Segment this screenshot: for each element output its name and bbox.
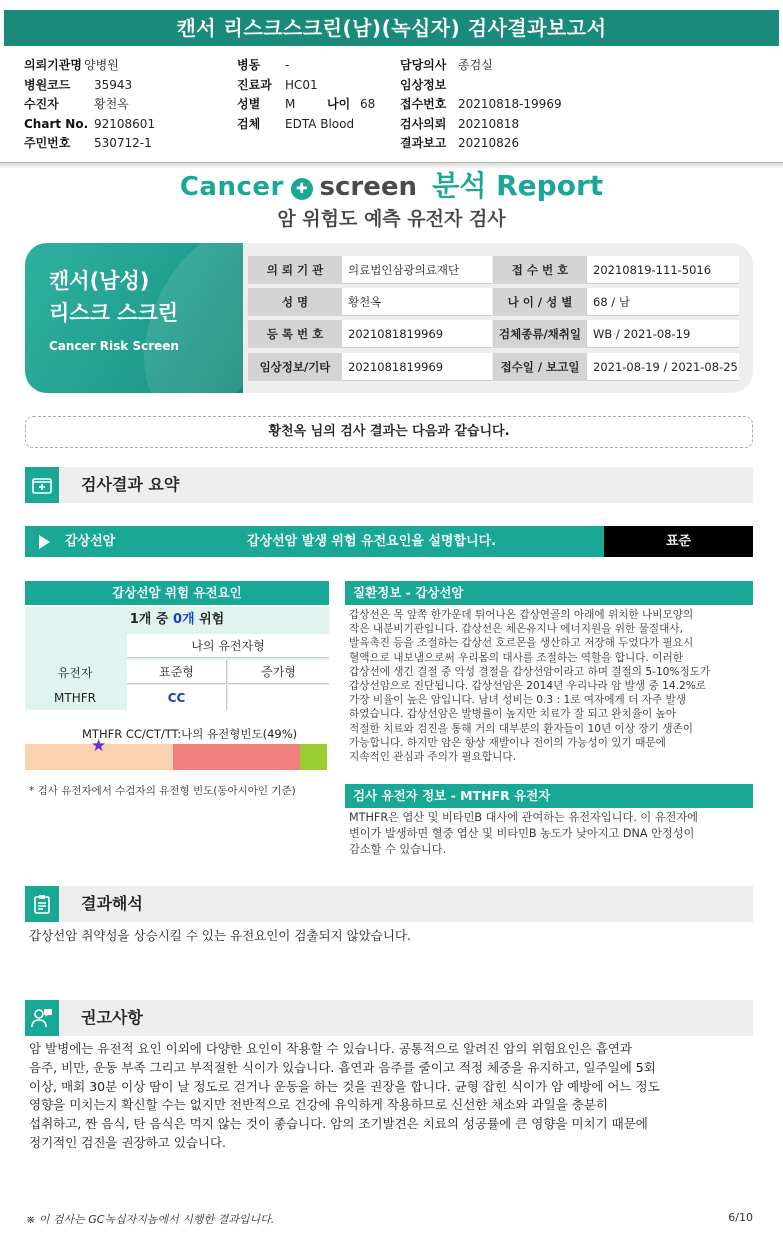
info-label: 나 이 / 성 별 [493,288,587,316]
product-card [25,243,243,393]
interpretation-text: 갑상선암 취약성을 상승시킬 수 있는 유전요인이 검출되지 않았습니다. [29,928,411,943]
frequency-segment-ct [173,744,300,770]
text-line: 감소할 수 있습니다. [349,843,447,856]
cancer-name-area [25,526,604,557]
frequency-footnote: * 검사 유전자에서 수검자의 유전형 빈도(동아시아인 기준) [29,785,296,797]
info-value: 2021-08-19 / 2021-08-25 [587,353,739,381]
info-label: 접수일 / 보고일 [493,353,587,381]
frequency-label: MTHFR CC/CT/TT:나의 유전형빈도(49%) [82,727,298,741]
text-line: 갑상선은 목 앞쪽 한가운데 튀어나온 갑상연골의 아래에 위치한 나비모양의 [349,609,694,621]
meta-col-1 [24,56,155,154]
risk-level-badge: 표준 [604,526,753,557]
text-line: 이상, 매회 30분 이상 땀이 날 정도로 걷거나 운동을 하는 것을 권장을 합니다. 균형 잡힌 식이가 암 예방에 어느 정도 [29,1078,660,1094]
meta-value: 530712-1 [94,136,152,150]
info-value: 황천옥 [342,288,492,316]
result-message: 황천옥 님의 검사 결과는 다음과 같습니다. [25,416,753,448]
footer-note: ※ 이 검사는 GC녹십자지놈에서 시행한 결과입니다. [26,1213,275,1226]
info-value: 2021081819969 [342,353,492,381]
risk-count [25,607,329,633]
section-summary [25,467,753,503]
text-line: 영향을 미치는지 확신할 수는 없지만 전반적으로 건강에 유익하게 작용하므로 신선한 채소와 과일을 충분히 [29,1097,608,1113]
doctor-icon [25,1000,59,1036]
text-line: 갑상선에 생긴 결절 중 악성 결절을 갑상선암이라고 하며 결절의 5-10%정도가 [349,665,711,678]
cancer-name: 갑상선암 [65,534,116,549]
text-line: 갑상선암으로 진단됩니다. 갑상선암은 2014년 우리나라 암 발생 중 14.2%로 [349,680,706,693]
info-label: 등 록 번 호 [248,320,342,348]
frequency-segment-tt [300,744,327,770]
text-line: 가능합니다. 하지만 암은 항상 재발이나 전이의 가능성이 있기 때문에 [349,736,666,749]
meta-label: Chart No. [24,116,89,131]
meta-label: 결과보고 [400,136,447,150]
meta-col-2 [237,56,375,134]
risk-count-suffix: 위험 [199,612,225,627]
star-marker-icon: ★ [91,736,107,756]
section-title: 권고사항 [81,1008,143,1027]
brand-logo [0,164,783,200]
increased-type-value [228,685,329,710]
brand-report: 분석 Report [432,169,604,202]
text-line: 혈액으로 내보냄으로써 우리몸의 대사를 조절하는 역할을 합니다. 이러한 [349,651,683,664]
ribbon-icon: ✚ [291,178,313,200]
meta-value: 20210826 [458,136,520,150]
cancer-description: 갑상선암 발생 위험 유전요인을 설명합니다. [247,534,497,549]
meta-label: 담당의사 [400,58,447,72]
section-title: 결과해석 [81,894,143,913]
cancer-risk-bar [25,526,753,557]
age-label: 나이 [327,97,351,111]
risk-table-header: 갑상선암 위험 유전요인 [25,581,329,605]
meta-value: 종검실 [458,58,493,72]
meta-label: 병원코드 [24,77,71,92]
section-recommendation [25,1000,753,1036]
info-value: 2021081819969 [342,320,492,348]
increased-type-header: 증가형 [228,660,329,684]
info-value: 20210819-111-5016 [587,256,739,284]
meta-value: - [285,58,290,72]
standard-type-value: CC [127,685,227,710]
info-row [248,288,739,316]
meta-value: 황천옥 [94,97,129,111]
text-line: 음주, 비만, 운동 부족 그리고 부적절한 식이가 있습니다. 흡연과 음주를 줄이고 적정 체중을 유지하고, 일주일에 5회 [29,1059,656,1075]
meta-label: 검체 [237,116,261,131]
disease-info-header: 질환정보 - 갑상선암 [345,581,753,605]
text-line: 정기적인 검진을 권장하고 있습니다. [29,1134,227,1150]
gene-column-header: 유전자 [57,665,93,680]
meta-value: 35943 [94,77,133,92]
brand-cancer: Cancer [179,172,284,202]
page-number: 6/10 [728,1211,753,1224]
text-line: 변이가 발생하면 혈중 엽산 및 비타민B 농도가 낮아지고 DNA 안정성이 [349,827,695,840]
gene-info-header: 검사 유전자 정보 - MTHFR 유전자 [345,784,753,808]
meta-value: HC01 [285,77,318,92]
meta-label: 병동 [237,58,261,72]
meta-value: 92108601 [94,116,156,131]
info-value: 68 / 남 [587,288,739,316]
meta-label: 수진자 [24,97,59,111]
section-title: 검사결과 요약 [81,475,180,494]
meta-label: 진료과 [237,77,272,92]
meta-value: EDTA Blood [285,116,355,131]
info-row [248,320,739,348]
meta-value: M [285,97,296,111]
play-triangle-icon [39,535,50,549]
risk-count-value: 0개 [172,612,195,627]
card-english-title: Cancer Risk Screen [49,339,179,353]
info-row [248,256,739,284]
section-interpretation [25,886,753,922]
clipboard-icon [25,886,59,922]
info-label: 검체종류/채취일 [493,320,587,348]
risk-count-prefix: 1개 중 [129,612,169,627]
gene-info-text [349,810,751,858]
text-line: 발육촉진 등을 조절하는 갑상선 호르몬을 생산하고 저장해 두었다가 필요시 [349,637,694,650]
meta-value: 20210818-19969 [458,97,562,111]
text-line: 지속적인 관심과 주의가 필요합니다. [349,751,516,764]
info-label: 임상정보/기타 [248,353,342,381]
standard-type-header: 표준형 [127,660,227,684]
text-line: MTHFR은 엽산 및 비타민B 대사에 관여하는 유전자입니다. 이 유전자에 [349,811,698,824]
medical-folder-icon [25,467,59,503]
meta-label: 성별 [237,97,261,111]
disease-info-text [349,608,751,764]
text-line: 적절한 치료와 검진을 통해 거의 대부분의 환자들이 10년 이상 장기 생존이 [349,722,693,735]
meta-label: 접수번호 [400,97,447,111]
info-value: WB / 2021-08-19 [587,320,739,348]
report-header [0,0,783,52]
meta-value: 양병원 [84,58,119,72]
age-value: 68 [360,97,376,111]
info-value: 의료법인삼광의료재단 [342,256,492,284]
card-title-line1: 캔서(남성) [49,269,150,293]
text-line: 섭취하고, 짠 음식, 탄 음식은 먹지 않는 것이 좋습니다. 암의 조기발견은 치료의 성공률에 큰 영향을 미치기 때문에 [29,1116,648,1132]
info-label: 의 뢰 기 관 [248,256,342,284]
text-line: 작은 내분비기관입니다. 갑상선은 체온유지나 에너지원을 위한 물질대사, [349,623,683,636]
info-label: 접 수 번 호 [493,256,587,284]
meta-label: 의뢰기관명 [24,58,82,72]
text-line: 하였습니다. 갑상선암은 발병률이 높지만 치료가 잘 되고 완치율이 높아 [349,708,677,721]
my-genotype-header: 나의 유전자형 [127,634,329,658]
meta-label: 검사의뢰 [400,116,447,131]
meta-value: 20210818 [458,116,520,131]
page-subtitle: 암 위험도 예측 유전자 검사 [277,208,506,230]
meta-label: 임상정보 [400,77,447,92]
meta-col-3 [400,56,562,154]
brand-screen: screen [319,172,418,202]
frequency-bar [25,744,328,770]
report-title: 캔서 리스크스크린(남)(녹십자) 검사결과보고서 [4,10,779,46]
recommendation-text [29,1040,749,1153]
card-title-line2: 리스크 스크린 [49,301,179,325]
meta-label: 주민번호 [24,136,71,150]
info-label: 성 명 [248,288,342,316]
text-line: 가장 비율이 높은 암입니다. 남녀 성비는 0.3 : 1로 여자에게 더 자주 발생 [349,694,687,707]
gene-name: MTHFR [54,690,96,705]
text-line: 암 발병에는 유전적 요인 이외에 다양한 요인이 작용할 수 있습니다. 공통적으로 알려진 암의 위험요인은 흡연과 [29,1041,632,1056]
info-row [248,353,739,381]
